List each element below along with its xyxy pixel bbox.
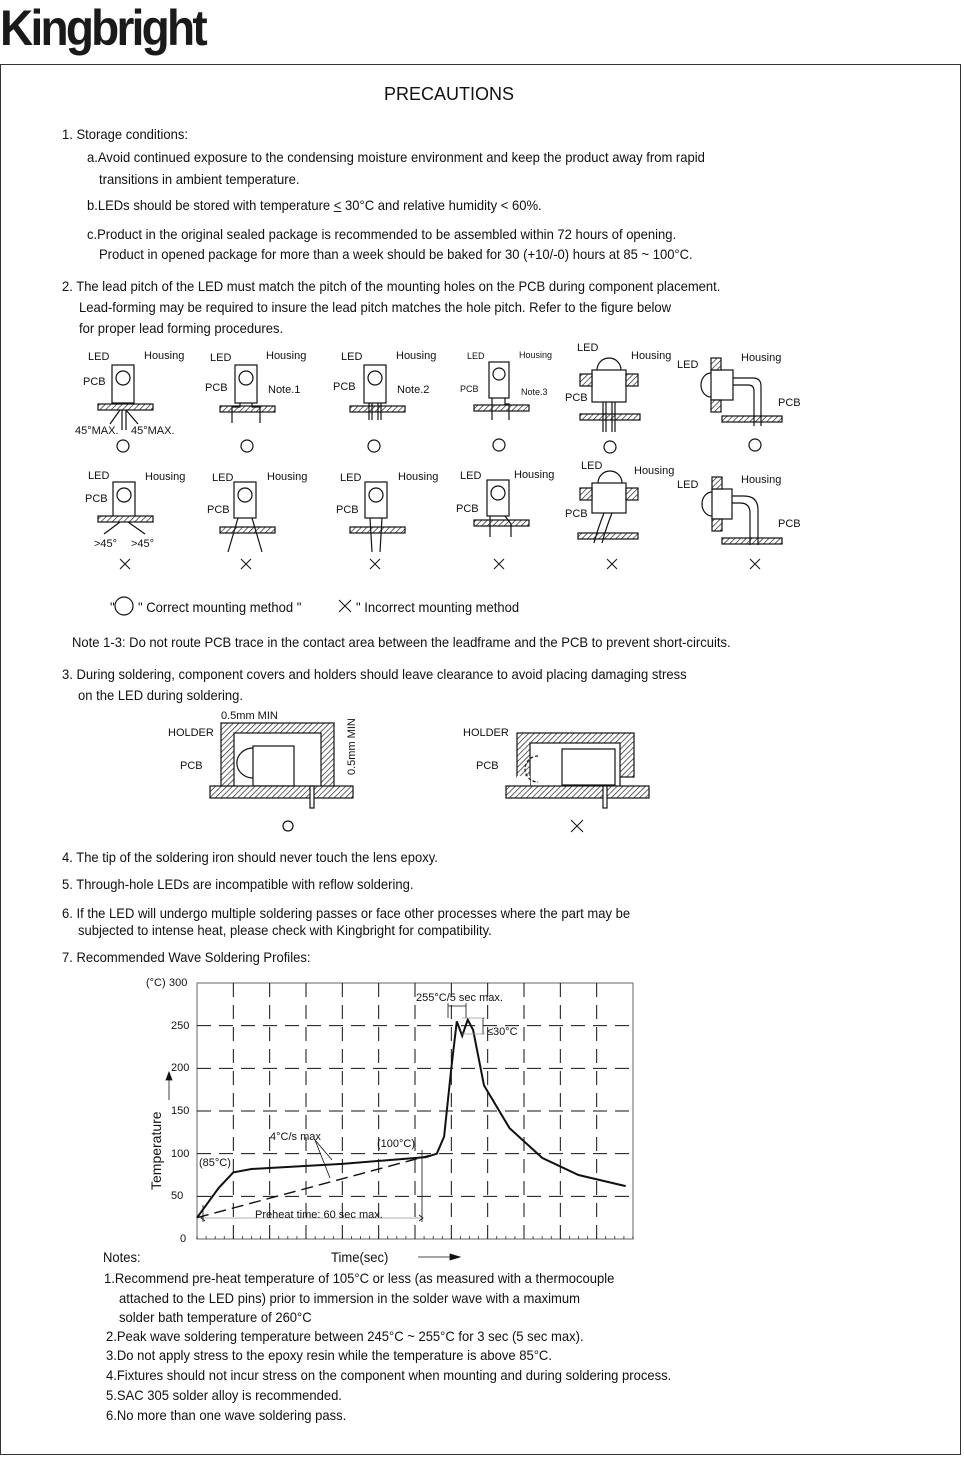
label-pcb: PCB <box>180 760 203 772</box>
label-pcb: PCB <box>205 382 228 394</box>
chart-y-tick: 150 <box>171 1105 190 1117</box>
item-4: 4. The tip of the soldering iron should never touch the lens epoxy. <box>62 849 438 865</box>
annotation-preheat: Preheat time: 60 sec max. <box>255 1209 383 1221</box>
item-6-line2: subjected to intense heat, please check with Kingbright for compatibility. <box>78 922 492 938</box>
label-housing: Housing <box>519 350 553 360</box>
label-led: LED <box>577 342 599 354</box>
label-pcb: PCB <box>565 508 588 520</box>
storage-c-line2: Product in opened package for more than a week should be baked for 30 (+10/-0) hours at 85 ~ 100°C. <box>99 246 693 262</box>
label-note1: Note.1 <box>268 384 301 396</box>
label-pcb: PCB <box>460 384 479 394</box>
label-housing: Housing <box>267 471 308 483</box>
label-pcb: PCB <box>207 504 230 516</box>
note-5: 5.SAC 305 solder alloy is recommended. <box>106 1387 342 1403</box>
label-housing: Housing <box>741 352 782 364</box>
chart-x-label: Time(sec) <box>331 1249 389 1265</box>
label-holder: HOLDER <box>168 727 214 739</box>
label-housing: Housing <box>144 350 185 362</box>
label-45max-right: 45°MAX. <box>131 425 175 437</box>
label-housing: Housing <box>396 350 437 362</box>
storage-b: b.LEDs should be stored with temperature < 30°C and relative humidity < 60%. <box>87 197 542 213</box>
lead-pitch-line1: 2. The lead pitch of the LED must match the pitch of the mounting holes on the PCB during component placement. <box>62 278 721 294</box>
label-housing: Housing <box>145 471 186 483</box>
label-housing: Housing <box>514 469 555 481</box>
label-note3: Note.3 <box>521 387 548 397</box>
chart-y-label: Temperature <box>148 1111 164 1190</box>
label-pcb: PCB <box>83 376 106 388</box>
note-2: 2.Peak wave soldering temperature between 245°C ~ 255°C for 3 sec (5 sec max). <box>106 1328 584 1344</box>
note-1a: 1.Recommend pre-heat temperature of 105°C or less (as measured with a thermocouple <box>104 1270 615 1286</box>
annotation-30c: ≤30°C <box>487 1026 518 1038</box>
legend-correct: " Correct mounting method " <box>138 599 302 615</box>
note-3: 3.Do not apply stress to the epoxy resin while the temperature is above 85°C. <box>106 1347 552 1363</box>
lead-pitch-line2: Lead-forming may be required to insure the lead pitch matches the hole pitch. Refer to the figure below <box>79 299 672 315</box>
chart-y-tick: 300 <box>169 977 188 989</box>
label-led: LED <box>677 359 699 371</box>
label-pcb: PCB <box>778 397 801 409</box>
item-7: 7. Recommended Wave Soldering Profiles: <box>62 949 311 965</box>
label-min-vertical: 0.5mm MIN <box>346 718 358 775</box>
storage-a-line1: a.Avoid continued exposure to the condensing moisture environment and keep the product away from rapid <box>87 149 705 165</box>
annotation-255c: 255°C/5 sec max. <box>416 992 503 1004</box>
page-title: PRECAUTIONS <box>384 84 515 104</box>
storage-a-line2: transitions in ambient temperature. <box>99 171 300 187</box>
chart-y-tick: 250 <box>171 1019 190 1032</box>
note-6: 6.No more than one wave soldering pass. <box>106 1407 347 1423</box>
label-led: LED <box>341 351 363 363</box>
note-1-3: Note 1-3: Do not route PCB trace in the contact area between the leadframe and the PCB to prevent short-circuits. <box>72 634 731 650</box>
holder-line1: 3. During soldering, component covers and holders should leave clearance to avoid placing damaging stress <box>62 666 687 682</box>
annotation-100c: (100°C) <box>377 1138 416 1150</box>
legend-quote: " <box>110 599 115 615</box>
label-housing: Housing <box>634 465 675 477</box>
label-note2: Note.2 <box>397 384 430 396</box>
chart-y-tick: 0 <box>180 1233 187 1245</box>
storage-heading: 1. Storage conditions: <box>62 126 188 142</box>
label-led: LED <box>88 351 110 363</box>
label-housing: Housing <box>398 471 439 483</box>
label-pcb: PCB <box>476 760 499 772</box>
label-housing: Housing <box>266 350 307 362</box>
annotation-85c: (85°C) <box>199 1157 231 1169</box>
chart-y-unit: (°C) <box>146 977 166 989</box>
chart-y-tick: 200 <box>171 1062 190 1075</box>
label-led: LED <box>467 351 485 361</box>
label-led: LED <box>210 352 232 364</box>
note-4: 4.Fixtures should not incur stress on the component when mounting and during soldering process. <box>106 1367 672 1383</box>
storage-c-line1: c.Product in the original sealed package is recommended to be assembled within 72 hours of opening. <box>87 226 677 242</box>
label-45max-left: 45°MAX. <box>75 425 119 437</box>
legend-incorrect: " Incorrect mounting method <box>356 599 520 615</box>
label-pcb: PCB <box>333 381 356 393</box>
label-pcb: PCB <box>336 504 359 516</box>
chart-y-tick: 50 <box>171 1190 184 1203</box>
label-led: LED <box>340 472 362 484</box>
lead-pitch-line3: for proper lead forming procedures. <box>79 320 284 336</box>
notes-heading: Notes: <box>103 1249 141 1265</box>
chart-y-tick: 100 <box>171 1147 190 1160</box>
label-led: LED <box>677 479 699 491</box>
label-pcb: PCB <box>778 518 801 530</box>
item-6-line1: 6. If the LED will undergo multiple soldering passes or face other processes where the part may be <box>62 905 631 921</box>
annotation-ramp: 4°C/s max <box>270 1131 321 1143</box>
label-gt45-left: >45° <box>94 538 118 550</box>
label-pcb: PCB <box>85 493 108 505</box>
item-5: 5. Through-hole LEDs are incompatible with reflow soldering. <box>62 876 414 892</box>
label-housing: Housing <box>631 350 672 362</box>
label-led: LED <box>581 460 603 472</box>
label-gt45-right: >45° <box>131 538 155 550</box>
label-led: LED <box>88 470 110 482</box>
note-1c: solder bath temperature of 260°C <box>119 1309 312 1325</box>
brand-logo: Kingbright <box>0 0 205 56</box>
label-led: LED <box>460 470 482 482</box>
label-min-horizontal: 0.5mm MIN <box>221 710 278 722</box>
label-led: LED <box>212 472 234 484</box>
label-pcb: PCB <box>565 392 588 404</box>
note-1b: attached to the LED pins) prior to immersion in the solder wave with a maximum <box>119 1290 580 1306</box>
label-housing: Housing <box>741 474 782 486</box>
holder-line2: on the LED during soldering. <box>78 687 244 703</box>
label-holder: HOLDER <box>463 727 509 739</box>
label-pcb: PCB <box>456 503 479 515</box>
